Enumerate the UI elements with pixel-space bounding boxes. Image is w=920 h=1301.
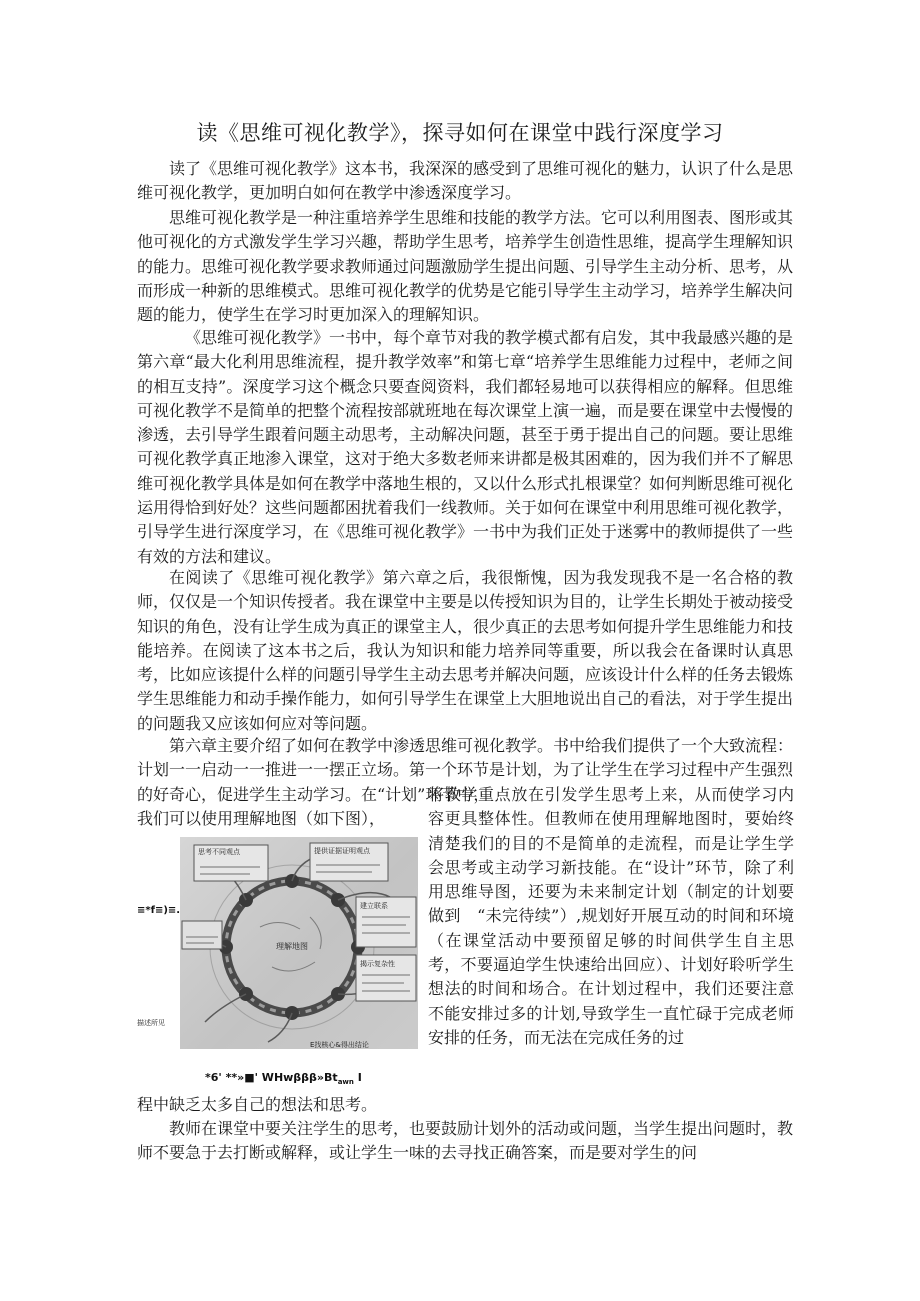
right-column-text: 将教学重点放在引发学生思考上来，从而使学习内容更具整体性。但教师在使用理解地图时，要始终清楚我们的目的不是简单的走流程，而是让学生学会思考或主动学习新技能。在“设计”环节，除了利用思维导图，还要为未来制定计划（制定的计划要做到 “未完待续”）,规划好开展互动的时间和环境（在课堂活动中要预留足够的时间供学生自主思考，不要逼迫学生快速给出回应）、计划好聆听学生想法的时间和场合。在计划过程中，我们还要注意不能安排过多的计划,导致学生一直忙碌于完成老师安排的任务，而无法在完成任务的过 <box>428 785 794 1047</box>
figure-bottom-right-label: E找核心&得出结论 <box>310 1041 369 1049</box>
figure-bottom-left-label: 描述所见 <box>137 1019 165 1027</box>
paragraph-6: 教师在课堂中要关注学生的思考，也要鼓励计划外的活动或问题，当学生提出问题时，教师不要急于去打断或解释，或让学生一味的去寻找正确答案，而是要对学生的问 <box>137 1119 794 1163</box>
figure-side-label: ≡*f≡)≡. <box>137 905 181 916</box>
figure-caption-end: I <box>353 1071 362 1084</box>
figure-caption <box>205 1071 362 1086</box>
figure-intro-line: 我们可以使用理解地图（如下图）， <box>137 809 386 828</box>
document-title: 读《思维可视化教学》，探寻如何在课堂中践行深度学习 <box>196 121 724 145</box>
box-label-top-right: 提供证据证明观点 <box>314 847 370 855</box>
map-center-label: 理解地图 <box>276 942 308 951</box>
box-label-right-1: 建立联系 <box>360 902 388 910</box>
understanding-map-figure <box>180 837 418 1049</box>
box-label-right-2: 揭示复杂性 <box>360 960 395 968</box>
paragraph-5: 第六章主要介绍了如何在教学中渗透思维可视化教学。书中给我们提供了一个大致流程：计划一一启动一一推进一一摆正立场。第一个环节是计划，为了让学生在学习过程中产生强烈的好奇心，促进学生主动学习。在“计划”环节中， <box>137 736 794 804</box>
paragraph-1: 读了《思维可视化教学》这本书，我深深的感受到了思维可视化的魅力，认识了什么是思维可视化教学，更加明白如何在教学中渗透深度学习。 <box>137 159 794 203</box>
paragraph-4: 在阅读了《思维可视化教学》第六章之后，我很惭愧，因为我发现我不是一名合格的教师，仅仅是一个知识传授者。我在课堂中主要是以传授知识为目的，让学生长期处于被动接受知识的角色，没有让学生成为真正的课堂主人，很少真正的去思考如何提升学生思维能力和技能培养。在阅读了这本书之后，我认为知识和能力培养同等重要，所以我会在备课时认真思考，比如应该提什么样的问题引导学生主动去思考并解决问题，应该设计什么样的任务去锻炼学生思维能力和动手操作能力，如何引导学生在课堂上大胆地说出自己的看法，对于学生提出的问题我又应该如何应对等问题。 <box>137 568 794 733</box>
box-label-top-left: 思考不同观点 <box>198 848 240 856</box>
continuation-line: 程中缺乏太多自己的想法和思考。 <box>137 1095 378 1114</box>
figure-caption-main: *6' **»■' WHwβββ»Bt <box>205 1071 338 1084</box>
paragraph-2: 思维可视化教学是一种注重培养学生思维和技能的教学方法。它可以利用图表、图形或其他可视化的方式激发学生学习兴趣，帮助学生思考，培养学生创造性思维，提高学生理解知识的能力。思维可视化教学要求教师通过问题激励学生提出问题、引导学生主动分析、思考，从而形成一种新的思维模式。思维可视化教学的优势是它能引导学生主动学习，培养学生解决问题的能力，使学生在学习时更加深入的理解知识。 <box>137 208 794 325</box>
paragraph-3: 《思维可视化教学》一书中，每个章节对我的教学模式都有启发，其中我最感兴趣的是第六章“最大化利用思维流程，提升教学效率”和第七章“培养学生思维能力过程中，老师之间的相互支持”。深度学习这个概念只要查阅资料，我们都轻易地可以获得相应的解释。但思维可视化教学不是简单的把整个流程按部就班地在每次课堂上演一遍，而是要在课堂中去慢慢的渗透，去引导学生跟着问题主动思考，主动解决问题，甚至于勇于提出自己的问题。要让思维可视化教学真正地渗入课堂，这对于绝大多数老师来讲都是极其困难的，因为我们并不了解思维可视化教学具体是如何在教学中落地生根的，又以什么形式扎根课堂？如何判断思维可视化运用得恰到好处？这些问题都困扰着我们一线教师。关于如何在课堂中利用思维可视化教学，引导学生进行深度学习，在《思维可视化教学》一书中为我们正处于迷雾中的教师提供了一些有效的方法和建议。 <box>137 328 794 566</box>
figure-caption-sub: awn <box>337 1078 354 1087</box>
